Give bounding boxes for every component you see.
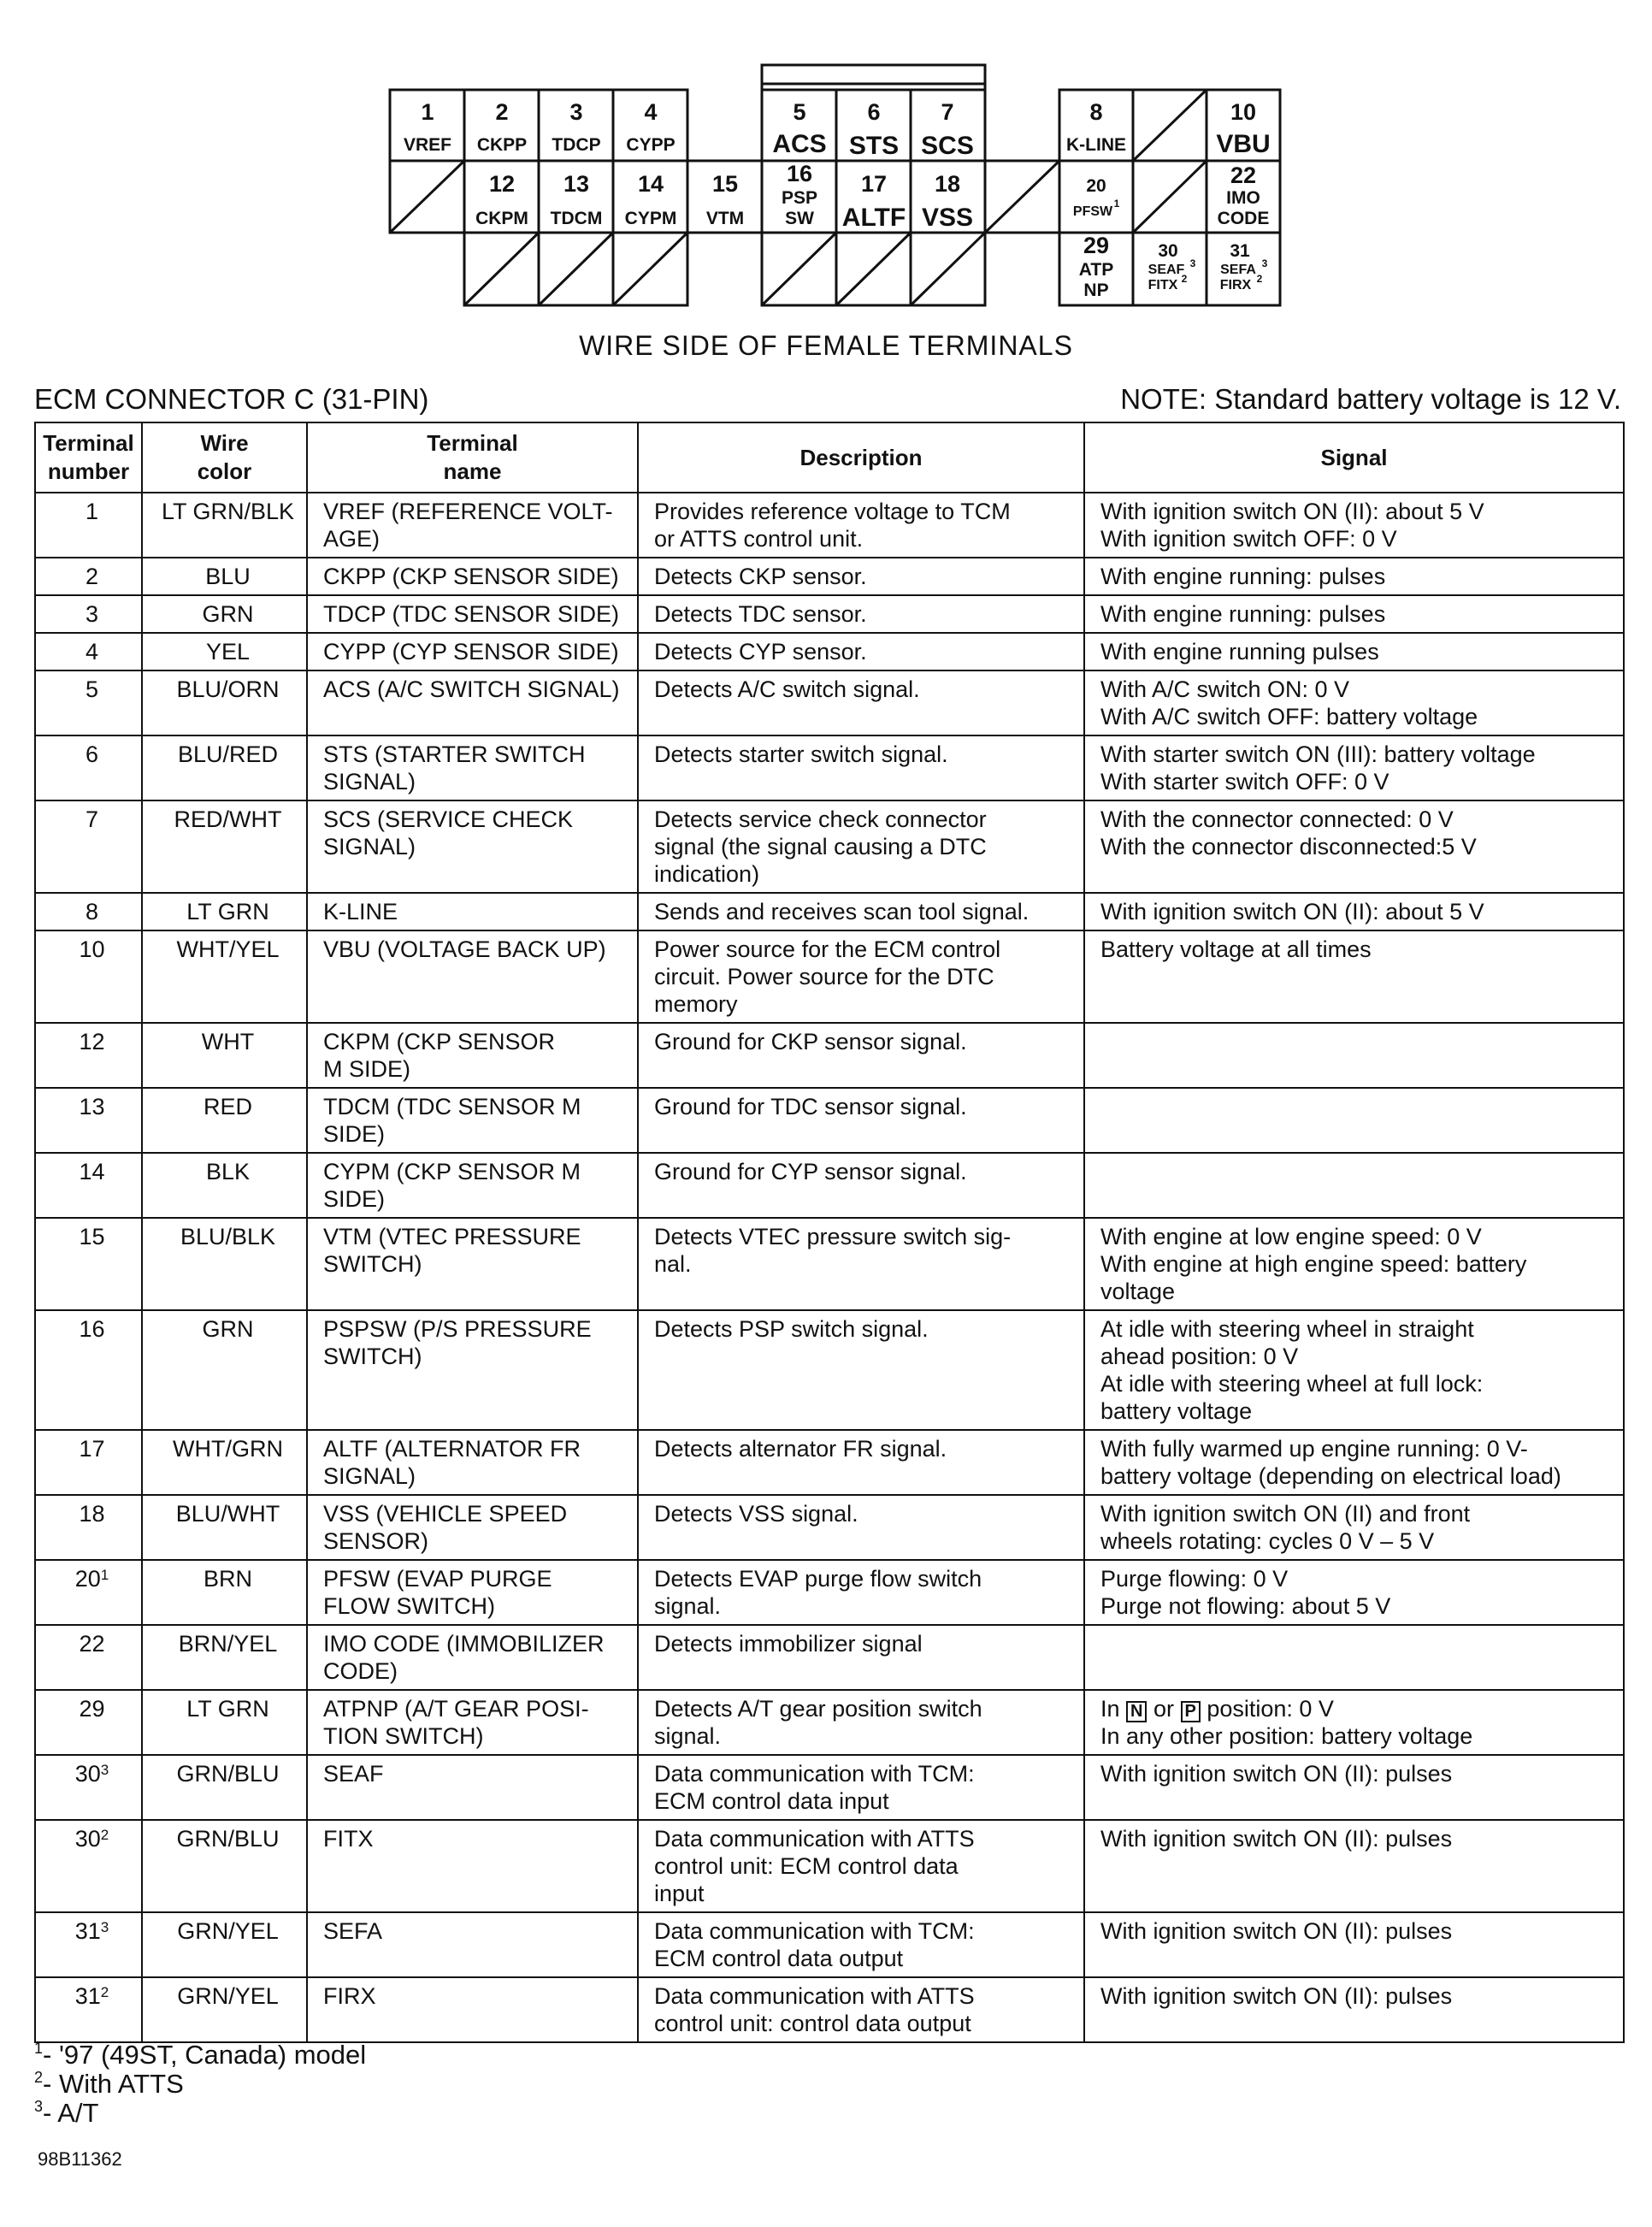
terminal-name: VBU (VOLTAGE BACK UP) [307,930,638,1023]
terminal-name: PFSW (EVAP PURGE FLOW SWITCH) [307,1560,638,1625]
terminal-name: VREF (REFERENCE VOLT- AGE) [307,493,638,558]
signal: With the connector connected: 0 V With the connector disconnected:5 V [1084,800,1624,893]
table-row [35,633,1624,670]
terminal-number: 5 [35,670,142,735]
table-row [35,1560,1624,1625]
description: Detects A/C switch signal. [638,670,1084,735]
terminal-name: TDCM (TDC SENSOR M SIDE) [307,1088,638,1153]
terminal-name: STS (STARTER SWITCH SIGNAL) [307,735,638,800]
table-row [35,1820,1624,1912]
svg-text:6: 6 [867,99,881,125]
signal: With engine running: pulses [1084,595,1624,633]
wire-color: BLU/WHT [142,1495,307,1560]
signal: With ignition switch ON (II): pulses [1084,1820,1624,1912]
signal: At idle with steering wheel in straight ahead position: 0 V At idle with steering wheel at full lock: battery voltage [1084,1310,1624,1430]
description: Detects starter switch signal. [638,735,1084,800]
connector-diagram [0,0,1652,316]
header-description: Description [638,422,1084,493]
svg-text:18: 18 [934,171,961,197]
wire-color: RED/WHT [142,800,307,893]
connector-title: ECM CONNECTOR C (31-PIN) [34,383,429,415]
description: Detects TDC sensor. [638,595,1084,633]
svg-text:ACS: ACS [772,130,827,158]
terminal-name: CKPP (CKP SENSOR SIDE) [307,558,638,595]
signal: With ignition switch ON (II): pulses [1084,1977,1624,2042]
svg-text:3: 3 [1189,257,1196,269]
footnote: $^3$- A/T [34,2098,99,2128]
wire-color: BLK [142,1153,307,1218]
wire-color: BLU/BLK [142,1218,307,1310]
signal [1084,1153,1624,1218]
svg-text:30: 30 [1158,241,1178,261]
signal: With fully warmed up engine running: 0 V- battery voltage (depending on electrical load) [1084,1430,1624,1495]
svg-text:ALTF: ALTF [841,204,906,232]
svg-text:CKPM: CKPM [475,209,528,228]
table-row [35,1912,1624,1977]
table-row [35,1625,1624,1690]
description: Detects A/T gear position switch signal. [638,1690,1084,1755]
table-row [35,493,1624,558]
header-wire-color: Wire color [142,422,307,493]
terminal-name: ACS (A/C SWITCH SIGNAL) [307,670,638,735]
svg-text:VBU: VBU [1216,130,1271,158]
terminal-number: 8 [35,893,142,930]
wire-color: WHT/YEL [142,930,307,1023]
table-row [35,1430,1624,1495]
table-row [35,1495,1624,1560]
signal: With ignition switch ON (II): pulses [1084,1912,1624,1977]
terminal-name: PSPSW (P/S PRESSURE SWITCH) [307,1310,638,1430]
svg-text:CKPP: CKPP [476,135,528,155]
svg-text:CYPM: CYPM [624,209,677,228]
description: Detects service check connector signal (the signal causing a DTC indication) [638,800,1084,893]
header-terminal-name: Terminal name [307,422,638,493]
signal [1084,1023,1624,1088]
description: Ground for CKP sensor signal. [638,1023,1084,1088]
svg-text:8: 8 [1089,99,1103,125]
terminal-name: VTM (VTEC PRESSURE SWITCH) [307,1218,638,1310]
table-row [35,1088,1624,1153]
terminal-name: SEFA [307,1912,638,1977]
svg-text:STS: STS [848,132,900,160]
svg-text:ATP: ATP [1078,260,1114,280]
terminal-number: 15 [35,1218,142,1310]
wire-color: GRN/YEL [142,1977,307,2042]
table-row [35,1690,1624,1755]
terminal-number: $30^3$ [35,1755,142,1820]
terminal-number: 1 [35,493,142,558]
svg-text:2: 2 [1181,273,1188,285]
terminal-number: $31^2$ [35,1977,142,2042]
svg-text:1: 1 [1113,198,1120,210]
terminal-name: ATPNP (A/T GEAR POSI- TION SWITCH) [307,1690,638,1755]
description: Detects VSS signal. [638,1495,1084,1560]
svg-text:3: 3 [1261,257,1268,269]
wire-color: GRN [142,595,307,633]
terminal-number: 6 [35,735,142,800]
svg-text:CODE: CODE [1217,209,1270,228]
svg-text:14: 14 [637,171,664,197]
signal: With engine running: pulses [1084,558,1624,595]
description: Detects CYP sensor. [638,633,1084,670]
terminal-number: $20^1$ [35,1560,142,1625]
svg-text:SW: SW [785,209,814,228]
wire-color: GRN/BLU [142,1820,307,1912]
svg-text:22: 22 [1230,162,1257,188]
signal: With ignition switch ON (II) and front wheels rotating: cycles 0 V – 5 V [1084,1495,1624,1560]
table-row [35,893,1624,930]
terminal-number: $31^3$ [35,1912,142,1977]
empty-cavity-slash [390,161,464,233]
wire-color: RED [142,1088,307,1153]
signal: Battery voltage at all times [1084,930,1624,1023]
table-row [35,1153,1624,1218]
wire-color: LT GRN [142,893,307,930]
footnote: $^1$- '97 (49ST, Canada) model [34,2040,367,2070]
description: Detects VTEC pressure switch sig- nal. [638,1218,1084,1310]
svg-text:K-LINE: K-LINE [1066,135,1126,155]
terminal-1-label: VREF [403,135,452,155]
signal: With ignition switch ON (II): about 5 V With ignition switch OFF: 0 V [1084,493,1624,558]
footnote: $^2$- With ATTS [34,2069,184,2099]
svg-text:FIRX: FIRX [1219,278,1252,292]
wire-color: BLU/RED [142,735,307,800]
description: Data communication with ATTS control unit: control data output [638,1977,1084,2042]
terminal-name: CYPP (CYP SENSOR SIDE) [307,633,638,670]
svg-text:PFSW: PFSW [1072,204,1113,219]
table-row [35,558,1624,595]
svg-text:TDCM: TDCM [550,209,603,228]
svg-text:SEAF: SEAF [1148,263,1185,277]
description: Sends and receives scan tool signal. [638,893,1084,930]
svg-text:CYPP: CYPP [626,135,676,155]
svg-text:TDCP: TDCP [552,135,601,155]
svg-text:13: 13 [563,171,590,197]
svg-text:29: 29 [1083,233,1110,258]
header-signal: Signal [1084,422,1624,493]
description: Detects PSP switch signal. [638,1310,1084,1430]
svg-text:VSS: VSS [921,204,974,232]
table-row [35,735,1624,800]
terminal-name: VSS (VEHICLE SPEED SENSOR) [307,1495,638,1560]
signal [1084,1625,1624,1690]
terminal-number: 14 [35,1153,142,1218]
description: Ground for CYP sensor signal. [638,1153,1084,1218]
wire-color: WHT/GRN [142,1430,307,1495]
svg-text:20: 20 [1086,176,1106,196]
svg-text:10: 10 [1230,99,1257,125]
wire-color: YEL [142,633,307,670]
svg-text:15: 15 [711,171,739,197]
wire-color: LT GRN [142,1690,307,1755]
terminal-number: 10 [35,930,142,1023]
wire-color: BRN/YEL [142,1625,307,1690]
svg-text:SEFA: SEFA [1220,263,1256,277]
table-row [35,930,1624,1023]
svg-text:IMO: IMO [1226,188,1260,208]
header-terminal-number: Terminal number [35,422,142,493]
terminal-name: FIRX [307,1977,638,2042]
terminal-1-number: 1 [421,99,434,125]
table-row [35,1755,1624,1820]
svg-text:2: 2 [495,99,509,125]
terminal-number: 22 [35,1625,142,1690]
description: Provides reference voltage to TCM or ATTS control unit. [638,493,1084,558]
svg-text:4: 4 [644,99,658,125]
signal [1084,1088,1624,1153]
table-row [35,1218,1624,1310]
terminal-name: FITX [307,1820,638,1912]
terminal-number: $30^2$ [35,1820,142,1912]
description: Ground for TDC sensor signal. [638,1088,1084,1153]
terminal-name: TDCP (TDC SENSOR SIDE) [307,595,638,633]
svg-text:31: 31 [1230,241,1250,261]
signal: With ignition switch ON (II): about 5 V [1084,893,1624,930]
table-row [35,1023,1624,1088]
signal: With engine running pulses [1084,633,1624,670]
signal: With starter switch ON (III): battery voltage With starter switch OFF: 0 V [1084,735,1624,800]
terminal-number: 18 [35,1495,142,1560]
description: Detects alternator FR signal. [638,1430,1084,1495]
voltage-note: NOTE: Standard battery voltage is 12 V. [1120,383,1621,415]
description: Power source for the ECM control circuit. Power source for the DTC memory [638,930,1084,1023]
diagram-caption: WIRE SIDE OF FEMALE TERMINALS [579,330,1073,361]
svg-text:5: 5 [793,99,806,125]
terminal-number: 13 [35,1088,142,1153]
gear-n-box: N [1126,1701,1147,1722]
figure-id: 98B11362 [38,2148,122,2170]
terminal-name: ALTF (ALTERNATOR FR SIGNAL) [307,1430,638,1495]
svg-text:FITX: FITX [1148,278,1178,292]
svg-text:7: 7 [941,99,954,125]
table-row [35,595,1624,633]
terminal-number: 7 [35,800,142,893]
wire-color: BRN [142,1560,307,1625]
wire-color: GRN/YEL [142,1912,307,1977]
terminal-name: IMO CODE (IMMOBILIZER CODE) [307,1625,638,1690]
svg-text:12: 12 [488,171,516,197]
table-row [35,800,1624,893]
terminal-number: 16 [35,1310,142,1430]
description: Data communication with TCM: ECM control data input [638,1755,1084,1820]
svg-text:16: 16 [786,161,813,186]
terminal-table [34,422,1625,2043]
wire-color: GRN [142,1310,307,1430]
terminal-number: 29 [35,1690,142,1755]
svg-text:PSP: PSP [781,188,818,208]
gear-p-box: P [1181,1701,1201,1722]
terminal-number: 17 [35,1430,142,1495]
wire-color: BLU [142,558,307,595]
description: Data communication with TCM: ECM control data output [638,1912,1084,1977]
svg-text:2: 2 [1256,273,1263,285]
table-header-row [35,422,1624,493]
wire-color: GRN/BLU [142,1755,307,1820]
svg-text:VTM: VTM [705,209,745,228]
signal: In N or P position: 0 V In any other position: battery voltage [1084,1690,1624,1755]
terminal-name: K-LINE [307,893,638,930]
description: Detects CKP sensor. [638,558,1084,595]
svg-text:17: 17 [860,171,888,197]
description: Detects immobilizer signal [638,1625,1084,1690]
table-row [35,1977,1624,2042]
svg-text:SCS: SCS [921,132,974,160]
table-row [35,670,1624,735]
description: Data communication with ATTS control unit: ECM control data input [638,1820,1084,1912]
signal: With ignition switch ON (II): pulses [1084,1755,1624,1820]
terminal-name: SCS (SERVICE CHECK SIGNAL) [307,800,638,893]
wire-color: BLU/ORN [142,670,307,735]
terminal-name: CKPM (CKP SENSOR M SIDE) [307,1023,638,1088]
terminal-number: 12 [35,1023,142,1088]
table-row [35,1310,1624,1430]
wire-color: WHT [142,1023,307,1088]
footnotes [34,2041,366,2128]
signal: With A/C switch ON: 0 V With A/C switch OFF: battery voltage [1084,670,1624,735]
terminal-number: 4 [35,633,142,670]
svg-text:3: 3 [569,99,583,125]
signal: With engine at low engine speed: 0 V With engine at high engine speed: battery voltage [1084,1218,1624,1310]
terminal-name: SEAF [307,1755,638,1820]
terminal-number: 2 [35,558,142,595]
terminal-name: CYPM (CKP SENSOR M SIDE) [307,1153,638,1218]
wire-color: LT GRN/BLK [142,493,307,558]
svg-text:NP: NP [1083,281,1109,300]
terminal-number: 3 [35,595,142,633]
signal: Purge flowing: 0 V Purge not flowing: about 5 V [1084,1560,1624,1625]
description: Detects EVAP purge flow switch signal. [638,1560,1084,1625]
